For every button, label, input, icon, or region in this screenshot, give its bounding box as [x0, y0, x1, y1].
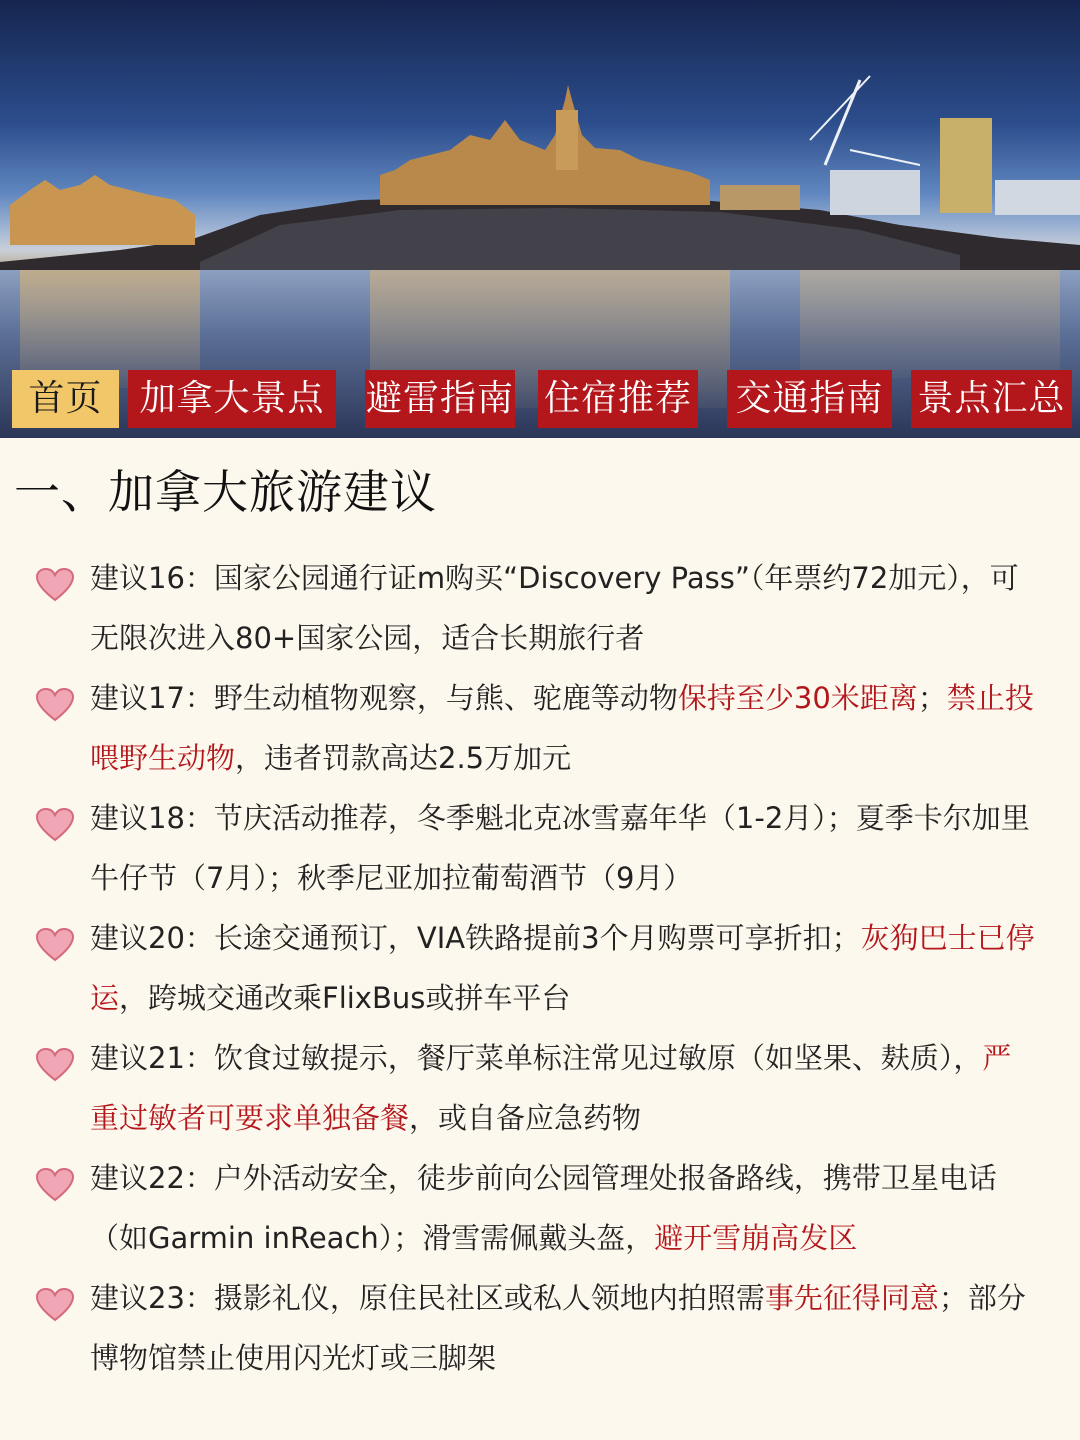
tip-text — [90, 1148, 1040, 1268]
tip-highlight: 事先征得同意 — [764, 1281, 939, 1315]
tip-text — [90, 788, 1040, 908]
tip-segment: ，跨城交通改乘FlixBus或拼车平台 — [119, 981, 571, 1015]
heart-icon — [36, 688, 74, 722]
tip-text — [90, 908, 1040, 1028]
tip-segment: 建议16：国家公园通行证m购买“Discovery Pass”（年票约72加元），可无限次进入80+国家公园，适合长期旅行者 — [90, 561, 1019, 655]
tip-segment: 建议21：饮食过敏提示，餐厅菜单标注常见过敏原（如坚果、麸质）， — [90, 1041, 983, 1075]
tip-highlight: 保持至少30米距离 — [677, 681, 918, 715]
tip-segment: 建议18：节庆活动推荐，冬季魁北克冰雪嘉年华（1-2月）；夏季卡尔加里牛仔节（7月）；秋季尼亚加拉葡萄酒节（9月） — [90, 801, 1030, 895]
tip-highlight: 避开雪崩高发区 — [654, 1221, 858, 1255]
tip-segment: 建议22：户外活动安全，徒步前向公园管理处报备路线，携带卫星电话（如Garmin inReach）；滑雪需佩戴头盔， — [90, 1161, 997, 1255]
tip-highlight: 禁止投喂野生动物 — [90, 681, 1034, 775]
heart-icon — [36, 1288, 74, 1322]
tip-segment: ；部分博物馆禁止使用闪光灯或三脚架 — [90, 1281, 1026, 1375]
tip-highlight: 严重过敏者可要求单独备餐 — [90, 1041, 1012, 1135]
nav-tab-transport[interactable]: 交通指南 — [727, 370, 892, 428]
tip-segment: 建议20：长途交通预订，VIA铁路提前3个月购票可享折扣； — [90, 921, 861, 955]
heart-icon — [36, 1168, 74, 1202]
tip-text — [90, 668, 1040, 788]
tip-highlight: 灰狗巴士已停运 — [90, 921, 1035, 1015]
tip-text — [90, 1028, 1040, 1148]
nav-tab-pitfall-guide[interactable]: 避雷指南 — [365, 370, 515, 428]
tip-segment: ，或自备应急药物 — [409, 1101, 642, 1135]
heart-icon — [36, 1048, 74, 1082]
tip-segment: ； — [917, 681, 947, 715]
nav-tab-accommodation[interactable]: 住宿推荐 — [538, 370, 698, 428]
section-title: 一、加拿大旅游建议 — [14, 465, 437, 519]
tip-text — [90, 548, 1040, 668]
tip-segment: 建议17：野生动植物观察，与熊、驼鹿等动物 — [90, 681, 678, 715]
nav-tab-attraction-summary[interactable]: 景点汇总 — [911, 370, 1072, 428]
heart-icon — [36, 568, 74, 602]
nav-tab-home[interactable]: 首页 — [12, 370, 119, 428]
hero-banner — [0, 0, 1080, 438]
tip-segment: ，违者罚款高达2.5万加元 — [235, 741, 572, 775]
heart-icon — [36, 928, 74, 962]
nav-tab-attractions[interactable]: 加拿大景点 — [128, 370, 336, 428]
heart-icon — [36, 808, 74, 842]
top-nav — [0, 370, 1080, 430]
tip-text — [90, 1268, 1040, 1388]
tip-segment: 建议23：摄影礼仪，原住民社区或私人领地内拍照需 — [90, 1281, 765, 1315]
